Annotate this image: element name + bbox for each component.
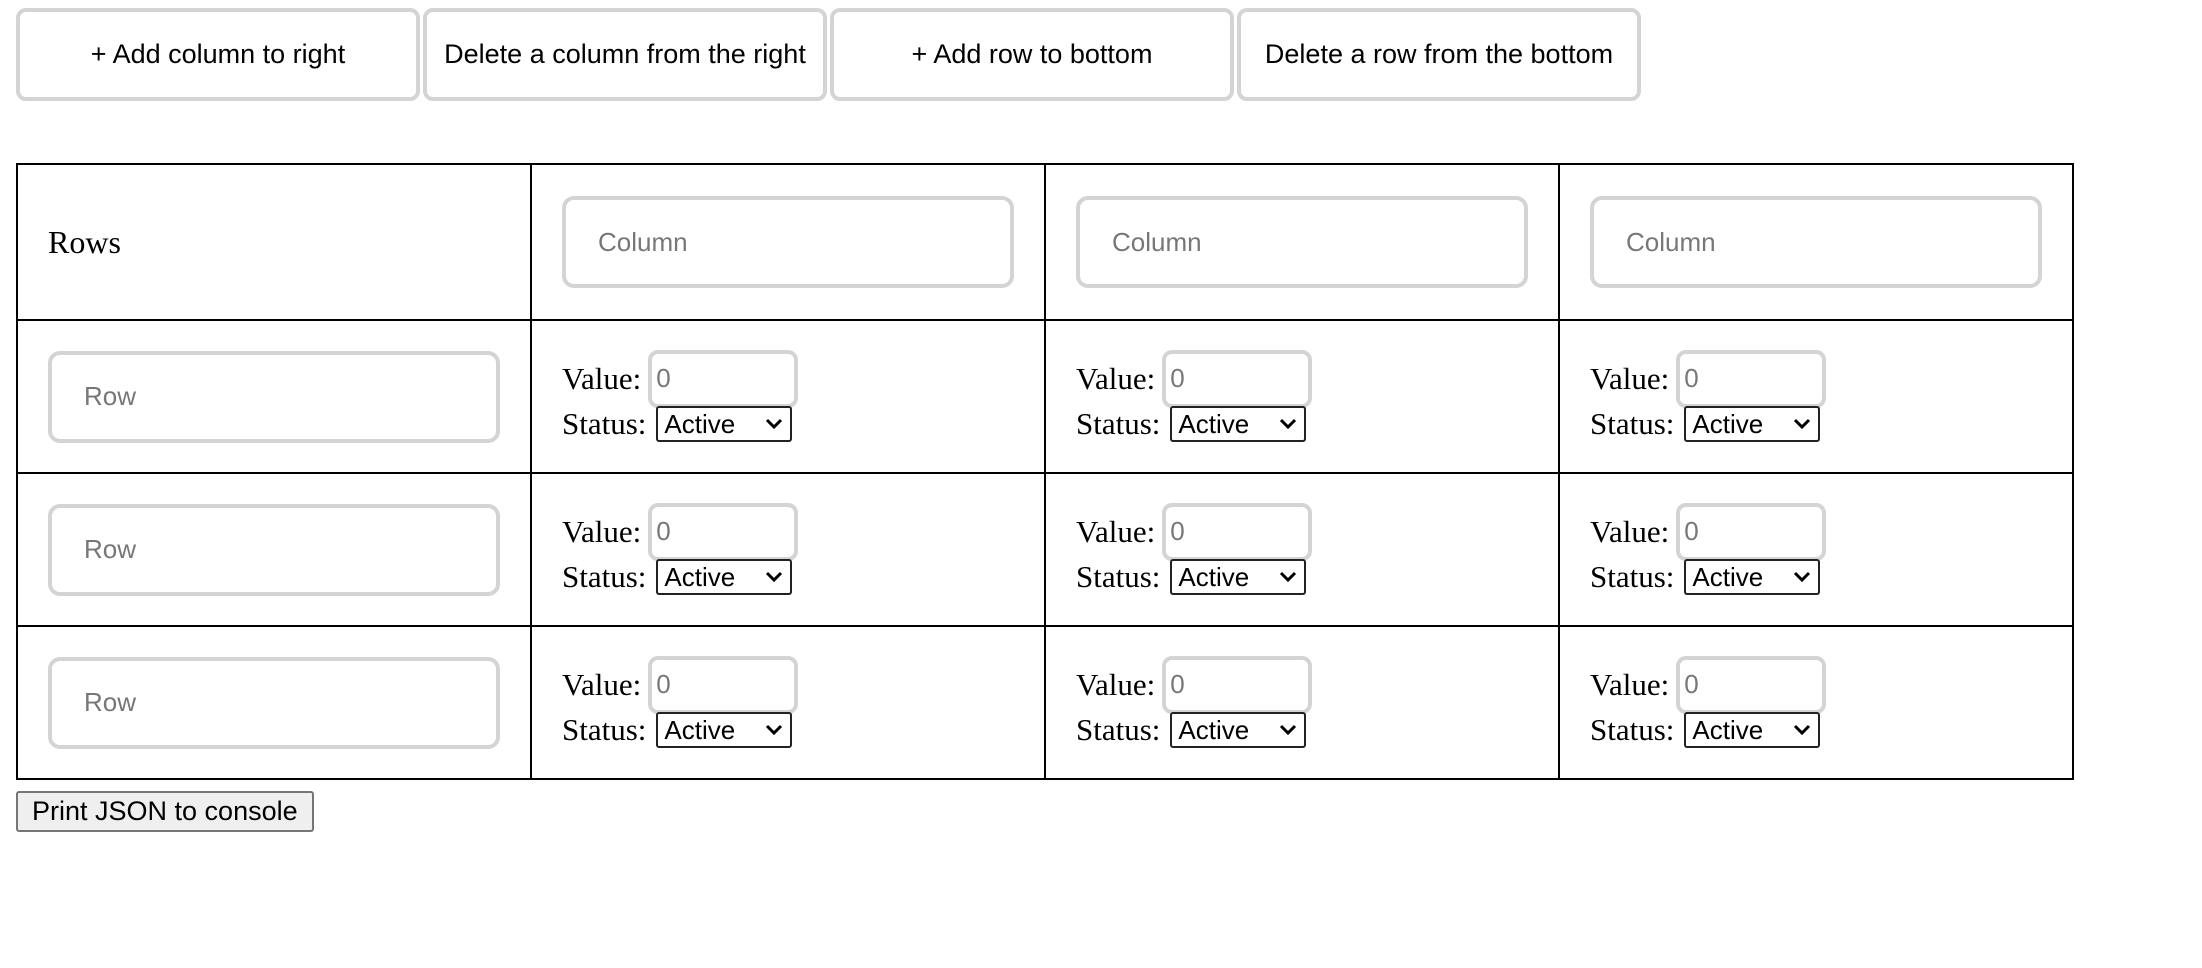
data-cell <box>1559 626 2073 779</box>
value-line <box>1590 350 2042 408</box>
status-select-value: Active <box>664 408 736 439</box>
value-label: Value: <box>1076 667 1156 702</box>
status-select-value: Active <box>664 714 736 745</box>
value-line <box>562 350 1014 408</box>
data-cell <box>1045 473 1559 626</box>
status-label: Status: <box>1076 406 1161 441</box>
row-name-input[interactable] <box>48 657 500 749</box>
header-row <box>17 164 2073 320</box>
status-label: Status: <box>562 559 647 594</box>
value-label: Value: <box>1076 514 1156 549</box>
value-line <box>1076 656 1528 714</box>
status-line <box>1590 710 2042 750</box>
value-input[interactable] <box>648 350 798 408</box>
value-line <box>1076 350 1528 408</box>
value-input[interactable] <box>1162 350 1312 408</box>
value-label: Value: <box>562 667 642 702</box>
corner-cell <box>17 164 531 320</box>
status-line <box>1590 557 2042 597</box>
status-select[interactable] <box>656 406 792 442</box>
data-cell <box>531 626 1045 779</box>
data-cell <box>1559 320 2073 473</box>
status-select[interactable] <box>1170 559 1306 595</box>
column-name-input[interactable] <box>562 196 1014 288</box>
value-label: Value: <box>1076 361 1156 396</box>
column-name-input[interactable] <box>1076 196 1528 288</box>
value-label: Value: <box>1590 514 1670 549</box>
status-line <box>1076 404 1528 444</box>
value-input[interactable] <box>1162 656 1312 714</box>
status-label: Status: <box>562 406 647 441</box>
data-cell <box>1045 320 1559 473</box>
delete-column-button[interactable]: Delete a column from the right <box>423 8 827 101</box>
status-select-value: Active <box>1178 561 1250 592</box>
status-select-value: Active <box>1692 714 1764 745</box>
data-cell <box>1559 473 2073 626</box>
status-label: Status: <box>1590 559 1675 594</box>
status-select[interactable] <box>1684 559 1820 595</box>
status-line <box>1076 557 1528 597</box>
table-row <box>17 473 2073 626</box>
value-line <box>1590 503 2042 561</box>
status-line <box>562 557 1014 597</box>
row-header-cell <box>17 626 531 779</box>
status-select[interactable] <box>1170 406 1306 442</box>
delete-row-button[interactable]: Delete a row from the bottom <box>1237 8 1641 101</box>
status-label: Status: <box>1590 712 1675 747</box>
value-line <box>1076 503 1528 561</box>
add-column-button[interactable]: + Add column to right <box>16 8 420 101</box>
value-input[interactable] <box>648 503 798 561</box>
data-cell <box>1045 626 1559 779</box>
status-label: Status: <box>1076 559 1161 594</box>
status-select-value: Active <box>1692 408 1764 439</box>
row-name-input[interactable] <box>48 351 500 443</box>
data-table <box>16 163 2074 780</box>
table-row <box>17 320 2073 473</box>
chevron-down-icon <box>1278 567 1298 587</box>
value-input[interactable] <box>1162 503 1312 561</box>
value-line <box>562 656 1014 714</box>
chevron-down-icon <box>764 720 784 740</box>
value-input[interactable] <box>1676 350 1826 408</box>
row-header-cell <box>17 473 531 626</box>
status-select-value: Active <box>1178 714 1250 745</box>
chevron-down-icon <box>1792 720 1812 740</box>
chevron-down-icon <box>764 567 784 587</box>
value-label: Value: <box>1590 667 1670 702</box>
rows-heading: Rows <box>48 223 121 260</box>
status-label: Status: <box>1076 712 1161 747</box>
column-name-input[interactable] <box>1590 196 2042 288</box>
column-header-cell <box>1045 164 1559 320</box>
status-select-value: Active <box>1692 561 1764 592</box>
value-line <box>1590 656 2042 714</box>
status-line <box>1076 710 1528 750</box>
chevron-down-icon <box>1278 720 1298 740</box>
value-input[interactable] <box>648 656 798 714</box>
value-input[interactable] <box>1676 656 1826 714</box>
value-label: Value: <box>1590 361 1670 396</box>
status-line <box>1590 404 2042 444</box>
value-input[interactable] <box>1676 503 1826 561</box>
status-select-value: Active <box>1178 408 1250 439</box>
value-line <box>562 503 1014 561</box>
status-select[interactable] <box>656 712 792 748</box>
status-line <box>562 404 1014 444</box>
toolbar <box>16 8 1641 101</box>
status-select[interactable] <box>656 559 792 595</box>
data-cell <box>531 473 1045 626</box>
chevron-down-icon <box>764 414 784 434</box>
status-label: Status: <box>562 712 647 747</box>
status-select[interactable] <box>1684 406 1820 442</box>
value-label: Value: <box>562 361 642 396</box>
column-header-cell <box>531 164 1045 320</box>
chevron-down-icon <box>1792 414 1812 434</box>
row-header-cell <box>17 320 531 473</box>
add-row-button[interactable]: + Add row to bottom <box>830 8 1234 101</box>
data-cell <box>531 320 1045 473</box>
table-row <box>17 626 2073 779</box>
status-select-value: Active <box>664 561 736 592</box>
status-select[interactable] <box>1684 712 1820 748</box>
status-label: Status: <box>1590 406 1675 441</box>
chevron-down-icon <box>1278 414 1298 434</box>
status-line <box>562 710 1014 750</box>
row-name-input[interactable] <box>48 504 500 596</box>
status-select[interactable] <box>1170 712 1306 748</box>
print-json-button[interactable]: Print JSON to console <box>16 791 314 832</box>
column-header-cell <box>1559 164 2073 320</box>
value-label: Value: <box>562 514 642 549</box>
chevron-down-icon <box>1792 567 1812 587</box>
